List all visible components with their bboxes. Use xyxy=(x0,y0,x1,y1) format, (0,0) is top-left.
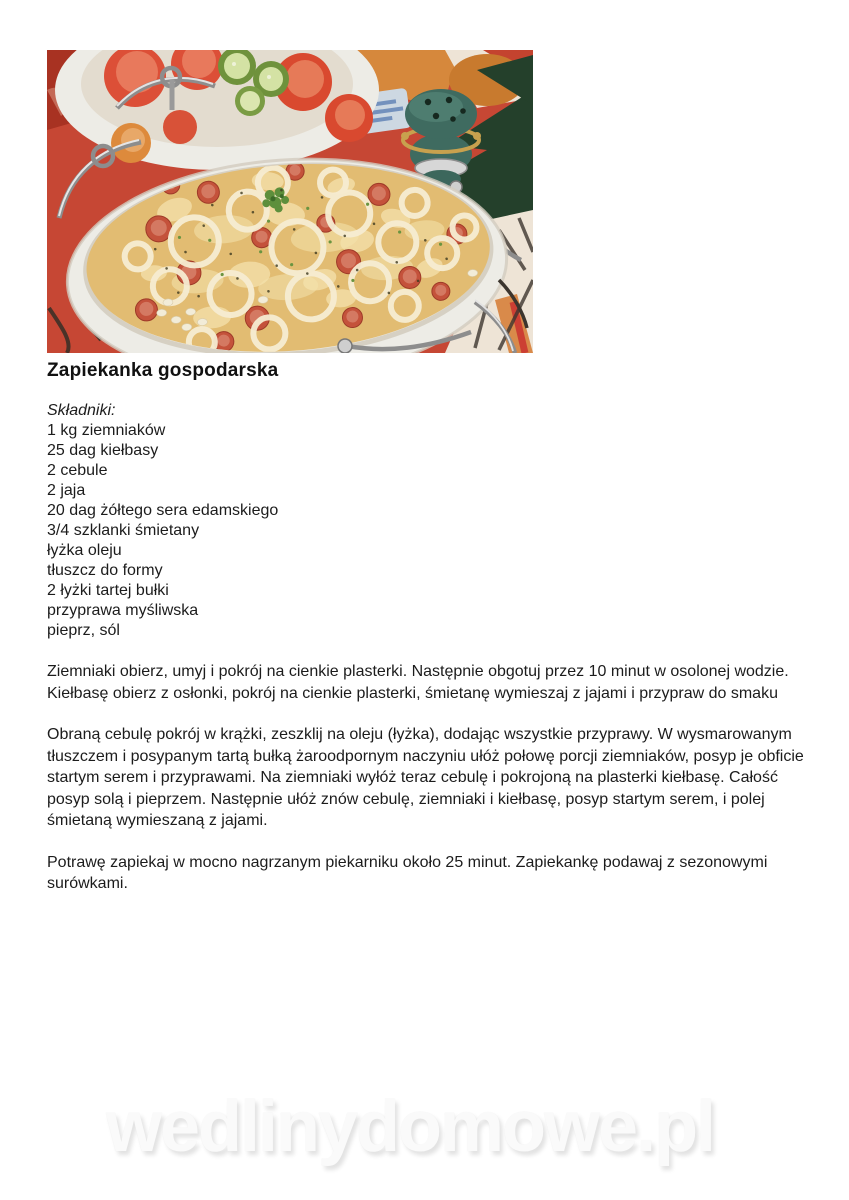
ingredient-item: 2 cebule xyxy=(47,462,108,479)
ingredient-item: 25 dag kiełbasy xyxy=(47,442,159,459)
ingredient-item: 2 łyżki tartej bułki xyxy=(47,582,169,599)
instructions-paragraph: Obraną cebulę pokrój w krążki, zeszklij na oleju (łyżka), dodając wszystkie przyprawy. W wysmarowanym tłuszczem i posypanym tartą bułką żaroodpornym naczyniu ułóż połowę porcji ziemniaków, posyp je obficie startym serem i przyprawami. Na ziemniaki wyłóż teraz cebulę i pokrojoną na plasterki kiełbasę. Całość posyp solą i pieprzem. Następnie ułóż znów cebulę, ziemniaki i kiełbasę, posyp startym serem, i polej śmietaną wymieszaną z jajami. xyxy=(47,726,804,829)
ingredient-item: 1 kg ziemniaków xyxy=(47,422,166,439)
instructions-paragraph: Potrawę zapiekaj w mocno nagrzanym piekarniku około 25 minut. Zapiekankę podawaj z sezonowymi surówkami. xyxy=(47,853,768,892)
recipe-title: Zapiekanka gospodarska xyxy=(47,360,279,381)
ingredient-item: łyżka oleju xyxy=(47,542,122,559)
ingredient-item: 3/4 szklanki śmietany xyxy=(47,522,200,539)
ingredients-section xyxy=(47,401,805,641)
ingredient-item: 2 jaja xyxy=(47,482,86,499)
ingredients-heading: Składniki: xyxy=(47,402,116,419)
instructions-paragraph: Ziemniaki obierz, umyj i pokrój na cienkie plasterki. Następnie obgotuj przez 10 minut w osolonej wodzie. Kiełbasę obierz z osłonki, pokrój na cienkie plasterki, śmietanę wymieszaj z jajami i przypraw do smaku xyxy=(47,663,789,702)
recipe-photo xyxy=(47,50,533,353)
ingredient-item: przyprawa myśliwska xyxy=(47,602,199,619)
recipe-content xyxy=(47,50,805,895)
ingredient-item: tłuszcz do formy xyxy=(47,562,163,579)
ingredient-item: 20 dag żółtego sera edamskiego xyxy=(47,502,279,519)
watermark: wedlinydomowe.pl xyxy=(106,1087,715,1167)
ingredient-item: pieprz, sól xyxy=(47,622,120,639)
